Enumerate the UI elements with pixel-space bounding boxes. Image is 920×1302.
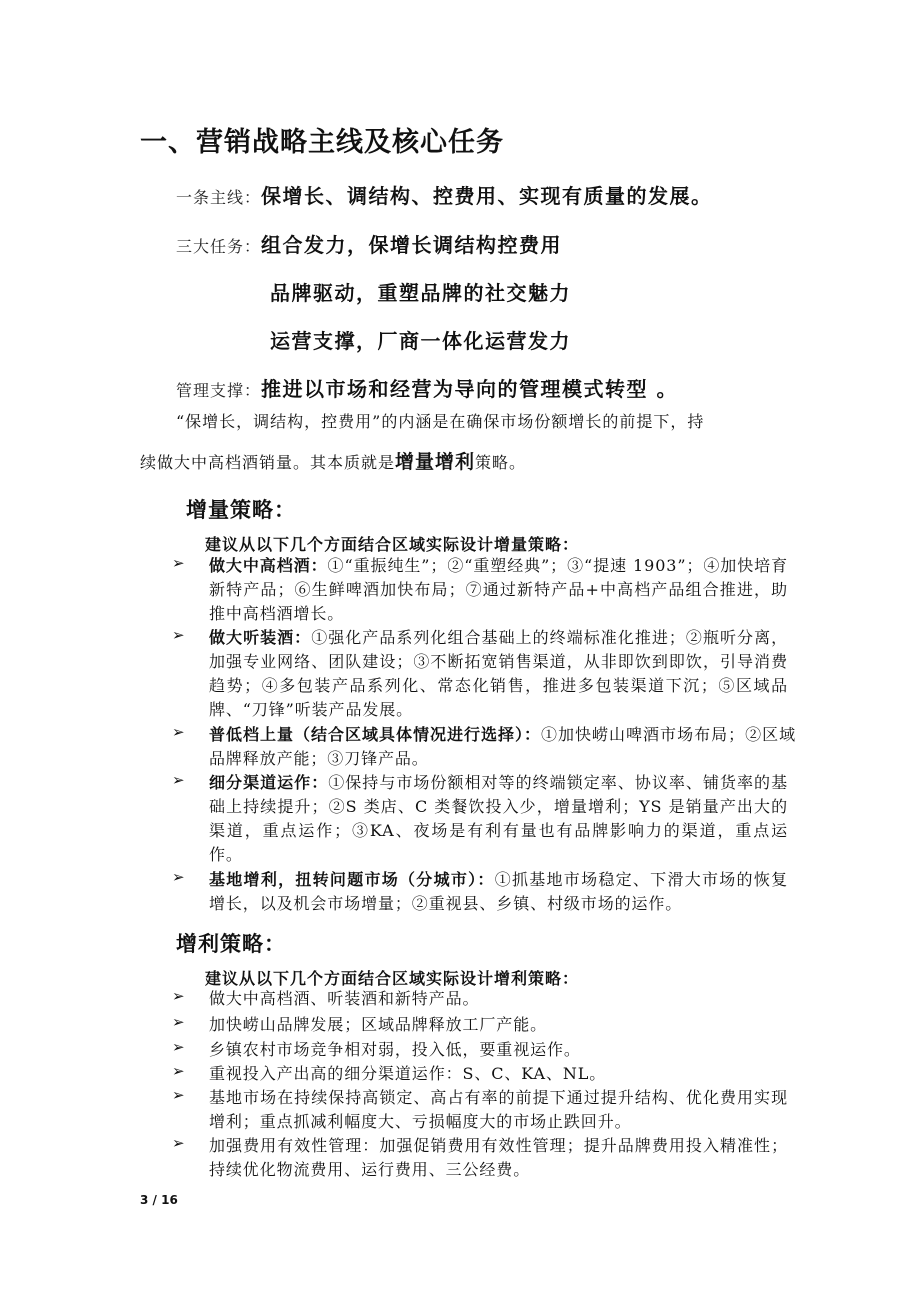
volume-item-text: ①加快崂山啤酒市场布局；②区域品牌释放产能；③刀锋产品。 — [209, 725, 796, 768]
paragraph-line-2-start: 续做大中高档酒销量。其本质就是 — [140, 453, 396, 472]
bullet-arrow-icon: ➢ — [172, 1013, 185, 1031]
volume-item-4 — [172, 771, 788, 867]
paragraph-line-2-end: 策略。 — [475, 453, 527, 472]
tasks-row — [176, 229, 562, 258]
volume-strategy-heading: 增量策略： — [186, 497, 296, 522]
bullet-arrow-icon: ➢ — [172, 723, 185, 741]
profit-strategy-heading: 增利策略： — [176, 931, 286, 956]
profit-item-3 — [172, 1038, 788, 1062]
management-label: 管理支撑： — [176, 381, 262, 400]
volume-item-text: ①保持与市场份额相对等的终端锁定率、协议率、铺货率的基础上持续提升；②S 类店、C 类餐饮投入少，增量增利；YS 是销量产出大的渠道，重点运作；③KA、夜场是有利有量也有品牌影响力的渠道，重点运作。 — [209, 773, 788, 864]
task-item-3: 运营支撑，厂商一体化运营发力 — [270, 329, 571, 353]
paragraph-line-1: “保增长，调结构，控费用”的内涵是在确保市场份额增长的前提下，持 — [176, 412, 705, 431]
volume-item-text: ①抓基地市场稳定、下滑大市场的恢复增长，以及机会市场增量；②重视县、乡镇、村级市场的运作。 — [209, 870, 788, 913]
bullet-arrow-icon: ➢ — [172, 868, 185, 886]
volume-item-2 — [172, 626, 788, 722]
task-item-2: 品牌驱动，重塑品牌的社交魅力 — [270, 281, 571, 305]
volume-item-title: 基地增利，扭转问题市场（分城市）： — [209, 870, 495, 889]
main-line-text: 保增长、调结构、控费用、实现有质量的发展。 — [261, 184, 713, 208]
bullet-arrow-icon: ➢ — [172, 554, 185, 572]
volume-item-title: 做大听装酒： — [209, 628, 312, 647]
volume-item-title: 细分渠道运作： — [209, 773, 329, 792]
profit-item-text: 做大中高档酒、听装酒和新特产品。 — [209, 989, 480, 1008]
profit-item-6 — [172, 1134, 788, 1182]
bullet-arrow-icon: ➢ — [172, 626, 185, 644]
profit-item-text: 基地市场在持续保持高锁定、高占有率的前提下通过提升结构、优化费用实现增利；重点抓减利幅度大、亏损幅度大的市场止跌回升。 — [209, 1088, 788, 1131]
task-item-1: 组合发力，保增长调结构控费用 — [261, 233, 563, 257]
volume-item-title: 做大中高档酒： — [209, 556, 328, 575]
bullet-arrow-icon: ➢ — [172, 987, 185, 1005]
page-title: 一、营销战略主线及核心任务 — [140, 127, 504, 158]
paragraph-emphasis: 增量增利 — [395, 451, 476, 473]
volume-item-5 — [172, 868, 788, 916]
profit-strategy-intro: 建议从以下几个方面结合区域实际设计增利策略： — [205, 969, 580, 988]
volume-item-1 — [172, 554, 788, 626]
volume-item-text: ①强化产品系列化组合基础上的终端标准化推进；②瓶听分离，加强专业网络、团队建设；③不断拓宽销售渠道，从非即饮到即饮，引导消费趋势；④多包装产品系列化、常态化销售，推进多包装渠道下沉；⑤区域品牌、“刀锋”听装产品发展。 — [209, 628, 788, 719]
main-line-row — [176, 180, 713, 209]
profit-item-text: 重视投入产出高的细分渠道运作：S、C、KA、NL。 — [209, 1064, 607, 1083]
bullet-arrow-icon: ➢ — [172, 1086, 185, 1104]
management-row — [176, 373, 678, 402]
bullet-arrow-icon: ➢ — [172, 1062, 185, 1080]
volume-strategy-intro: 建议从以下几个方面结合区域实际设计增量策略： — [205, 535, 580, 554]
profit-item-text: 加快崂山品牌发展；区域品牌释放工厂产能。 — [209, 1015, 548, 1034]
bullet-arrow-icon: ➢ — [172, 771, 185, 789]
tasks-label: 三大任务： — [176, 237, 262, 256]
main-line-label: 一条主线： — [176, 188, 262, 207]
bullet-arrow-icon: ➢ — [172, 1134, 185, 1152]
volume-item-title: 普低档上量（结合区域具体情况进行选择）： — [209, 725, 542, 744]
profit-item-2 — [172, 1013, 788, 1037]
page-number: 3 / 16 — [140, 1193, 178, 1207]
bullet-arrow-icon: ➢ — [172, 1038, 185, 1056]
volume-item-text: ①“重振纯生”；②“重塑经典”；③“提速 1903”；④加快培育新特产品；⑥生鲜啤酒加快布局；⑦通过新特产品+中高档产品组合推进，助推中高档酒增长。 — [209, 556, 788, 623]
paragraph-line-2 — [140, 445, 526, 480]
profit-item-4 — [172, 1062, 788, 1086]
management-text: 推进以市场和经营为导向的管理模式转型 。 — [261, 377, 678, 401]
profit-item-5 — [172, 1086, 788, 1134]
volume-item-3 — [172, 723, 796, 771]
profit-item-text: 加强费用有效性管理：加强促销费用有效性管理；提升品牌费用投入精准性；持续优化物流费用、运行费用、三公经费。 — [209, 1136, 788, 1179]
profit-item-1 — [172, 987, 788, 1011]
profit-item-text: 乡镇农村市场竞争相对弱，投入低，要重视运作。 — [209, 1040, 581, 1059]
